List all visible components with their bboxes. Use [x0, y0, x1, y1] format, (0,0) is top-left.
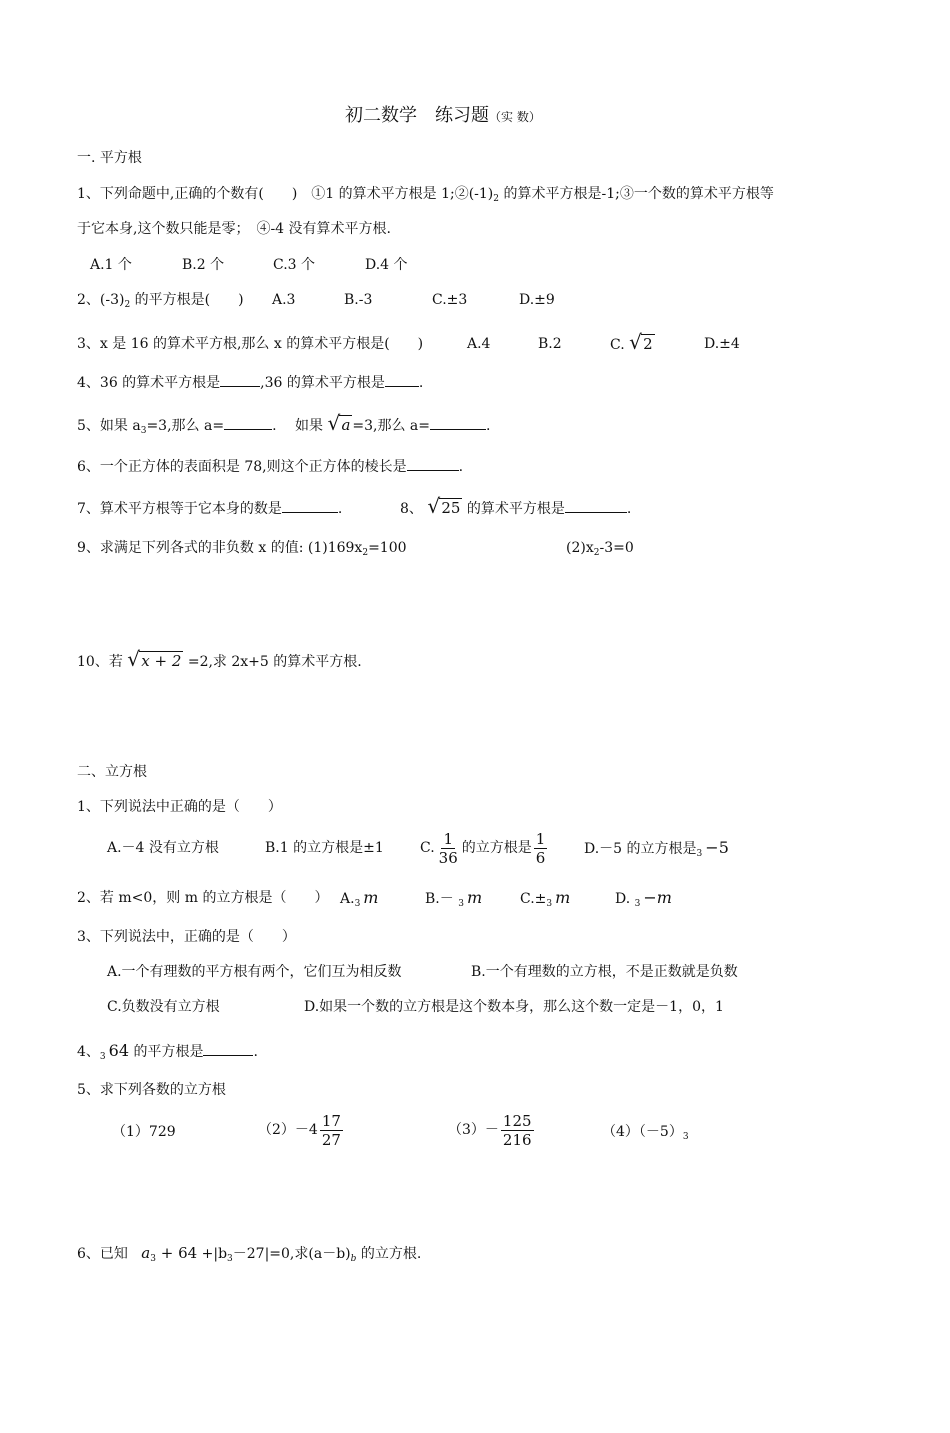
s1-q2-sup: 2 [124, 300, 131, 310]
s1-q9-eq1: =100 [368, 540, 407, 556]
s2-q2-opta-label: A. [340, 891, 355, 907]
s1-q2-post: 的平方根是( ) [130, 292, 244, 308]
s2-q2-optd-label: D. [615, 891, 631, 907]
s2-q5-p3-pre: （3）－ [448, 1122, 499, 1138]
denominator: 6 [535, 848, 546, 867]
s2-q2-optb-label: B.－ [425, 891, 454, 907]
s2-q3-option-a: A.一个有理数的平方根有两个，它们互为相反数 [107, 964, 402, 980]
page-title [345, 106, 541, 127]
s2-q6-asup: 3 [150, 1254, 156, 1264]
denominator: 216 [502, 1130, 532, 1149]
s2-q4-post: 的平方根是 [129, 1044, 204, 1060]
s1-q9-sup: 2 [362, 548, 369, 558]
s1-q7-a: 7、算术平方根等于它本身的数是 [77, 501, 282, 517]
s1-q10-pre: 10、若 [77, 654, 123, 670]
s1-q1-option-c: C.3 个 [273, 257, 316, 273]
cube-root-index: 3 [354, 899, 361, 909]
s1-q2-option-b: B.-3 [344, 292, 373, 308]
title-sub: （实 数） [489, 110, 541, 124]
s1-q1-text-a: 1、下列命题中,正确的个数有( ) ①1 的算术平方根是 1;②(-1) [77, 186, 494, 202]
answer-blank[interactable] [430, 415, 486, 430]
s1-q9 [77, 538, 407, 560]
s1-q5-b: =3,那么 a= [146, 418, 225, 434]
fraction [501, 1112, 534, 1149]
sqrt-symbol: √ 25 [427, 494, 461, 518]
s2-q1: 1、下列说法中正确的是（ ） [77, 799, 282, 815]
cube-root-index: 3 [634, 899, 641, 909]
s2-q6-plus: + 64 [155, 1244, 198, 1262]
s1-q7-b: . [337, 501, 343, 517]
s1-q2-option-d: D.±9 [519, 292, 555, 308]
s2-q6-bsup: 3 [227, 1254, 233, 1264]
s1-q8-post: 的算术平方根是 [462, 501, 565, 517]
s2-q2-optc-val: m [555, 888, 571, 907]
s2-q6-end: 的立方根. [356, 1246, 422, 1262]
s2-q2: 2、若 m<0，则 m 的立方根是（ ） [77, 890, 329, 906]
numerator: 1 [535, 829, 546, 848]
s1-q2-option-c: C.±3 [432, 292, 468, 308]
s2-q1-option-c [420, 828, 549, 868]
s1-q5-d: =3,那么 a= [352, 418, 431, 434]
s2-q6-var-a: a [141, 1244, 151, 1262]
s1-q4-c: . [418, 375, 424, 391]
fraction [534, 830, 548, 867]
s2-q5-p4-pre: （4）（－5） [602, 1124, 683, 1140]
s2-q4-end: . [253, 1044, 258, 1060]
s2-q5-part4 [602, 1122, 689, 1144]
s2-q5-p2-pre: （2）－4 [258, 1122, 318, 1138]
s2-q3-option-d: D.如果一个数的立方根是这个数本身，那么这个数一定是－1，0，1 [304, 999, 724, 1015]
sqrt-symbol: √ x + 2 [127, 647, 182, 671]
answer-blank[interactable] [407, 456, 459, 471]
denominator: 36 [438, 848, 458, 867]
answer-blank[interactable] [385, 372, 419, 387]
s2-q3-option-b: B.一个有理数的立方根，不是正数就是负数 [471, 964, 738, 980]
cube-root-index: 3 [458, 899, 464, 909]
s1-q3-option-c [610, 330, 655, 355]
s2-q2-option-c [520, 888, 570, 911]
s1-q8-pre: 8、 [400, 501, 423, 517]
s1-q10-post: =2,求 2x+5 的算术平方根. [183, 654, 362, 670]
s2-q4-pre: 4、 [77, 1044, 100, 1060]
s1-q3-option-d: D.±4 [704, 336, 740, 352]
s1-q9-part2-post: -3=0 [599, 540, 634, 556]
answer-blank[interactable] [282, 498, 338, 513]
s1-q3-option-c-label: C. [610, 337, 625, 353]
fraction [320, 1112, 343, 1149]
s1-q7 [77, 498, 342, 519]
s1-q5-a: 5、如果 a [77, 418, 141, 434]
s2-q2-option-d [615, 888, 672, 911]
s2-q1-optc-pre: C. [420, 840, 435, 856]
s1-q3-radicand: 2 [643, 335, 653, 353]
answer-blank[interactable] [224, 415, 272, 430]
numerator: 17 [321, 1111, 341, 1130]
s1-q5-c: . 如果 [272, 418, 323, 434]
s2-q1-optd-text: D.－5 的立方根是 [584, 841, 697, 857]
s2-q1-option-a: A.－4 没有立方根 [107, 840, 219, 856]
s2-q5-part3 [448, 1110, 536, 1150]
s1-q6-b: . [458, 459, 464, 475]
s1-q1-line1 [77, 184, 774, 206]
s1-q8 [400, 494, 632, 519]
s2-q3: 3、下列说法中，正确的是（ ） [77, 929, 296, 945]
s1-q3: 3、x 是 16 的算术平方根,那么 x 的算术平方根是( ) [77, 336, 424, 352]
s2-q2-option-a [340, 888, 378, 911]
s2-q2-optd-val: −m [643, 888, 672, 907]
s1-q10-radicand: x + 2 [141, 652, 182, 670]
s2-q5-p4-sup: 3 [682, 1132, 689, 1142]
numerator: 125 [502, 1111, 532, 1130]
s1-q3-option-a: A.4 [467, 336, 491, 352]
s1-q4-b: ,36 的算术平方根是 [260, 375, 385, 391]
s2-q2-opta-val: m [363, 888, 379, 907]
cube-root-index: 3 [546, 899, 553, 909]
s1-q9-text: 9、求满足下列各式的非负数 x 的值: (1)169x [77, 540, 363, 556]
s1-q6 [77, 456, 463, 477]
s2-q1-optd-val: −5 [705, 838, 729, 857]
s2-q6 [77, 1243, 421, 1266]
s1-q5-e: . [486, 418, 491, 434]
s2-q2-option-b [425, 888, 482, 911]
sqrt-symbol: √ 2 [629, 330, 653, 354]
s1-q3-option-b: B.2 [538, 336, 562, 352]
s1-q1-sup: 2 [493, 194, 500, 204]
s1-q9-part2-pre: (2)x [566, 540, 594, 556]
s2-q5: 5、求下列各数的立方根 [77, 1082, 226, 1098]
answer-blank[interactable] [203, 1041, 253, 1056]
s2-q2-optb-val: m [466, 888, 483, 907]
s1-q4-a: 4、36 的算术平方根是 [77, 375, 221, 391]
numerator: 1 [443, 829, 453, 848]
s2-q3-option-c: C.负数没有立方根 [107, 999, 220, 1015]
s2-q6-bsup2: b [350, 1254, 357, 1264]
cube-root-index: 3 [696, 849, 703, 859]
s2-q6-pre: 6、已知 [77, 1246, 128, 1262]
s1-q5-sup: 3 [140, 426, 147, 436]
s1-q2-pre: 2、(-3) [77, 292, 125, 308]
s2-q1-optc-mid: 的立方根是 [461, 840, 532, 856]
s1-q5-radicand: a [341, 416, 351, 434]
fraction [437, 830, 460, 867]
denominator: 27 [321, 1130, 341, 1149]
s2-q2-optc-label: C.± [520, 891, 547, 907]
s2-q1-option-b: B.1 的立方根是±1 [265, 840, 384, 856]
s1-q10 [77, 647, 362, 672]
s1-q2-option-a: A.3 [272, 292, 296, 308]
answer-blank[interactable] [220, 372, 260, 387]
s1-q1-text-b: 的算术平方根是-1;③一个数的算术平方根等 [499, 186, 774, 202]
s1-q8-radicand: 25 [441, 499, 461, 517]
s1-q6-a: 6、一个正方体的表面积是 78,则这个正方体的棱长是 [77, 459, 407, 475]
title-main: 初二数学 练习题 [345, 105, 489, 126]
s2-q6-post: －27|=0,求(a－b) [232, 1246, 351, 1262]
s1-q2 [77, 290, 244, 312]
answer-blank[interactable] [565, 498, 627, 513]
s1-q9-part2-sup: 2 [593, 548, 600, 558]
s1-q4 [77, 372, 423, 393]
s2-q6-mid: +|b [197, 1246, 228, 1262]
s1-q5 [77, 411, 491, 438]
section1-heading: 一. 平方根 [77, 150, 142, 166]
s1-q8-end: . [626, 501, 632, 517]
s1-q9-part2 [566, 538, 634, 560]
s2-q5-part1: （1）729 [112, 1124, 176, 1140]
s2-q1-option-d [584, 838, 729, 861]
sqrt-symbol: √ a [327, 411, 351, 435]
section2-heading: 二、立方根 [77, 764, 147, 780]
s1-q1-option-b: B.2 个 [182, 257, 225, 273]
cube-root-index: 3 [99, 1052, 106, 1062]
s2-q4 [77, 1041, 258, 1064]
s2-q4-val: 64 [108, 1041, 130, 1060]
s1-q1-option-a: A.1 个 [90, 257, 132, 273]
s1-q1-option-d: D.4 个 [365, 257, 408, 273]
s2-q5-part2 [258, 1110, 345, 1150]
s1-q1-line2: 于它本身,这个数只能是零； ④-4 没有算术平方根. [77, 221, 391, 237]
